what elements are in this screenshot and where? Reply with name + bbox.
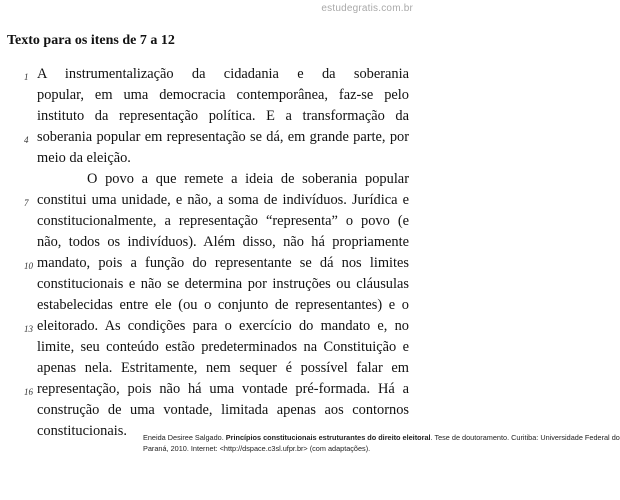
text-line (0, 337, 419, 358)
line-text: constitucionais e não se determina por instruções ou cláusulas (37, 276, 409, 292)
line-text: O povo a que remete a ideia de soberania popular (87, 171, 409, 187)
text-line (0, 379, 419, 400)
line-number: 10 (24, 261, 33, 271)
line-number: 4 (24, 135, 29, 145)
text-line (0, 169, 419, 190)
text-line (0, 211, 419, 232)
line-text: limite, seu conteúdo estão predeterminados na Constituição e (37, 339, 409, 355)
text-line (0, 85, 419, 106)
citation-line: Paraná, 2010. Internet: <http://dspace.c3sl.ufpr.br> (com adaptações). (143, 443, 371, 453)
text-line (0, 316, 419, 337)
line-number: 1 (24, 72, 29, 82)
text-line (0, 358, 419, 379)
citation-work-title: Princípios constitucionais estruturantes do direito eleitoral (225, 433, 431, 442)
text-line (0, 232, 419, 253)
text-line (0, 127, 419, 148)
line-text: constitui uma unidade, e não, a soma de indivíduos. Jurídica e (37, 192, 409, 208)
line-text: instituto da representação política. E a transformação da (37, 108, 409, 124)
text-line (0, 400, 419, 421)
source-citation (143, 433, 620, 454)
text-line (0, 295, 419, 316)
line-text: constitucionalmente, a representação “representa” o povo (e (37, 213, 409, 229)
text-line (0, 148, 419, 169)
line-number: 16 (24, 387, 33, 397)
line-text: representação, pois não há uma vontade pré-formada. Há a (37, 381, 409, 397)
line-text: mandato, pois a função do representante se dá nos limites (37, 255, 409, 271)
text-line (0, 190, 419, 211)
line-text: estabelecidas entre ele (ou o conjunto de representantes) e o (37, 297, 409, 313)
line-text: A instrumentalização da cidadania e da soberania (37, 66, 409, 82)
text-line (0, 274, 419, 295)
line-text: eleitorado. As condições para o exercício do mandato e, no (37, 318, 409, 334)
line-number: 13 (24, 324, 33, 334)
line-text: não, todos os indivíduos). Além disso, não há propriamente (37, 234, 409, 250)
text-line (0, 64, 419, 85)
text-line (0, 253, 419, 274)
citation-details: . Tese de doutoramento. Curitiba: Universidade Federal do (430, 433, 620, 442)
citation-line (143, 433, 620, 444)
line-text: constitucionais. (37, 423, 127, 439)
line-text: soberania popular em representação se dá, em grande parte, por (37, 129, 409, 145)
line-text: meio da eleição. (37, 150, 131, 166)
site-watermark: estudegratis.com.br (321, 3, 413, 14)
citation-author: Eneida Desiree Salgado. (143, 433, 224, 442)
section-title: Texto para os itens de 7 a 12 (7, 33, 175, 48)
line-number: 7 (24, 198, 29, 208)
text-line (0, 106, 419, 127)
line-text: popular, em uma democracia contemporânea, faz-se pelo (37, 87, 409, 103)
line-text: construção de uma vontade, limitada apenas aos contornos (37, 402, 409, 418)
passage-text (0, 64, 419, 442)
line-text: apenas nela. Estritamente, nem sequer é possível falar em (37, 360, 409, 376)
